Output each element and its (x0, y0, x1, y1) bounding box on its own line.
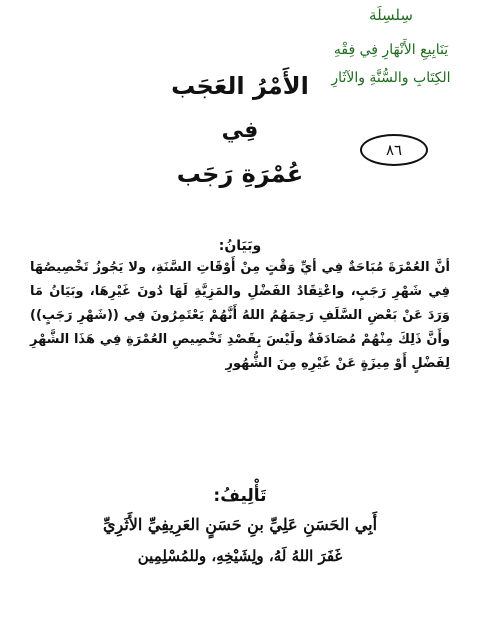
body-paragraph: أنَّ العُمْرَةَ مُبَاحَةٌ فِي أيِّ وَقْتٍ مِنْ أَوْقَاتِ السَّنَةِ، ولا يَجُوزُ تَخْصِيصُهَا فِي شَهْرِ رَجَبٍ، واعْتِقَادُ الفَضْلِ والمَزِيَّةِ لَهَا دُونَ غَيْرِهَا، وبَيَانُ مَا وَرَدَ عَنْ بَعْضِ السَّلَفِ رَحِمَهُمُ اللهُ أَنَّهُمْ يَعْتَمِرُونَ فِي ((شَهْرِ رَجَبٍ)) وأَنَّ ذَلِكَ مِنْهُمْ مُصَادَفَةٌ ولَيْسَ بِقَصْدِ تَخْصِيصِ العُمْرَةِ فِي هَذَا الشَّهْرِ لِفَضْلٍ أَوْ مِيزَةٍ عَنْ غَيْرِهِ مِنَ الشُّهُورِ (30, 260, 450, 371)
book-title-line-3: عُمْرَةِ رَجَب (176, 160, 304, 188)
body-heading: وبَيَانُ: (218, 238, 262, 254)
book-title-line-2: فِي (221, 118, 259, 143)
author-label: تَأْلِيفُ: (213, 486, 267, 506)
series-number-badge: ٨٦ (360, 134, 428, 166)
series-label: سِلسِلَة (369, 6, 413, 24)
series-title-line-1: يَنَابِيعِ الأَنْهَارِ فِي فِقْهِ (333, 42, 449, 58)
author-prayer: غَفَرَ اللهُ لَهُ، ولِشَيْخِهِ، وللمُسْلِمِين (137, 547, 343, 565)
series-title-line-2: الكِتَابِ والسُّنَّةِ والآثَارِ (331, 70, 451, 86)
book-title-line-1: الأَمْرُ العَجَب (171, 72, 309, 100)
author-name: أَبِي الحَسَنِ عَلِيِّ بنِ حَسَنٍ العَرِيفِيِّ الأَثَرِيِّ (102, 515, 378, 534)
series-block (316, 4, 466, 86)
